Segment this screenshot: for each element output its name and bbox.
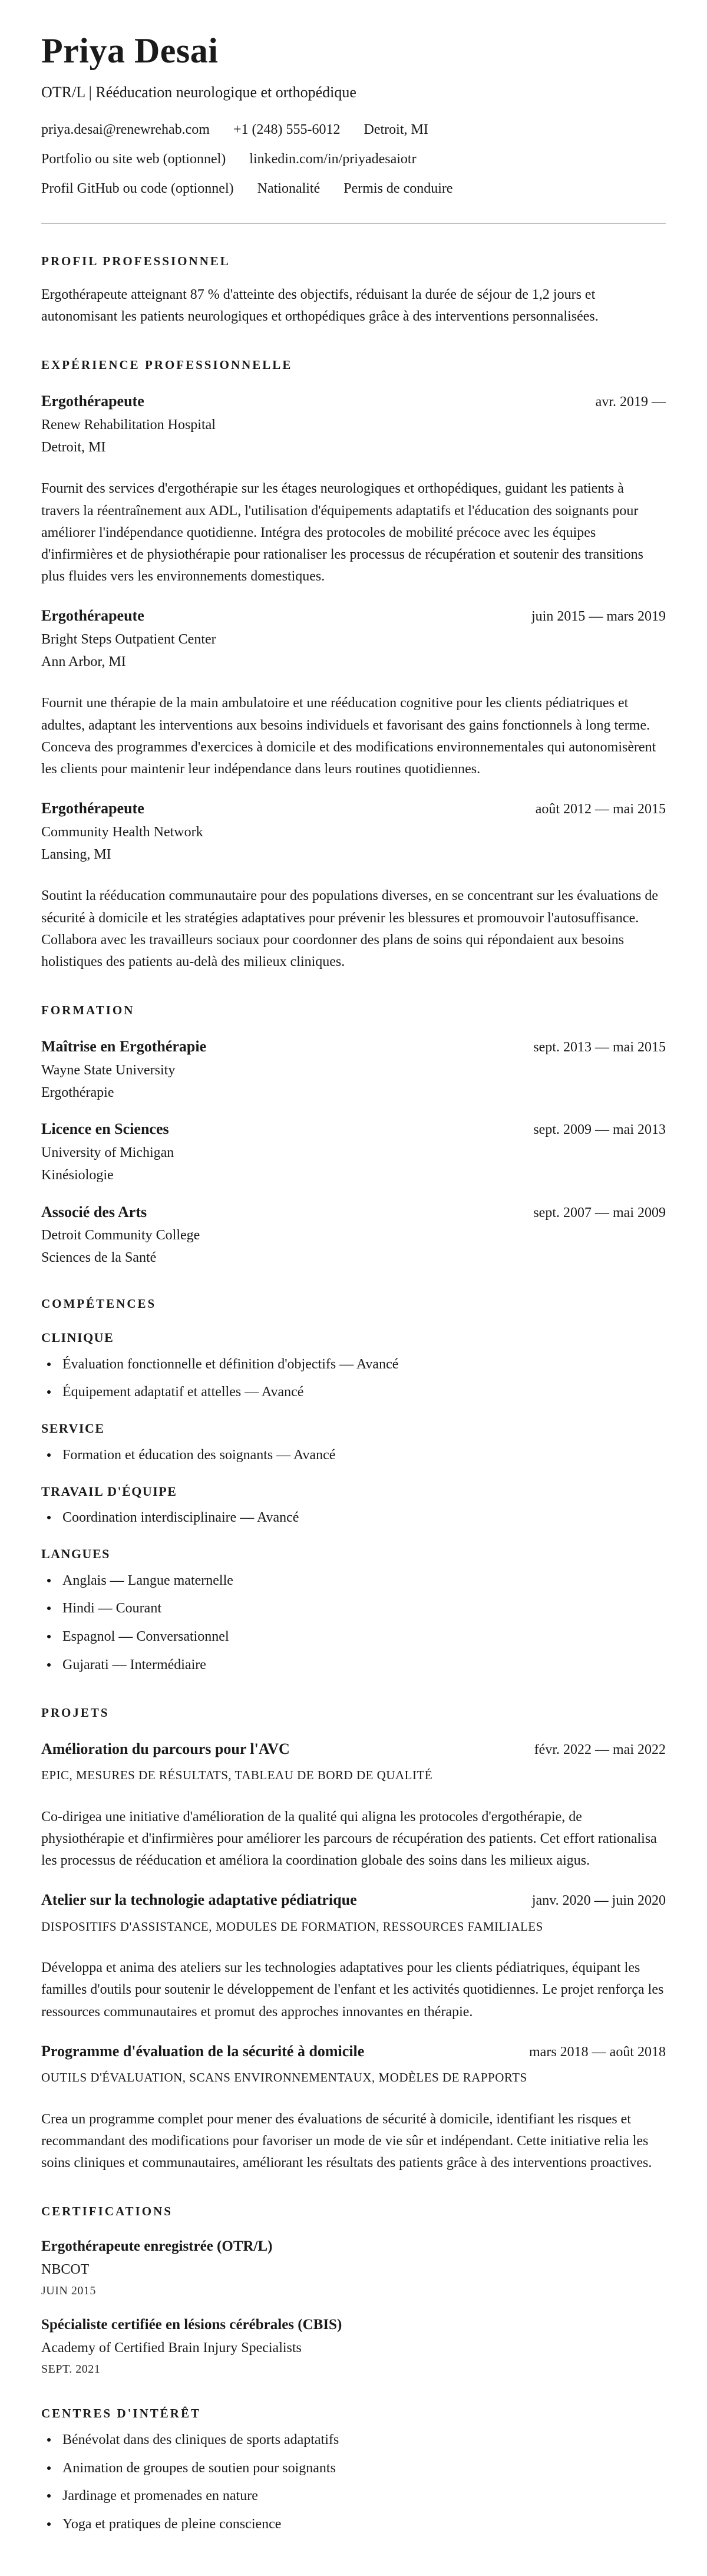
project-tech: EPIC, MESURES DE RÉSULTATS, TABLEAU DE BORD DE QUALITÉ bbox=[41, 1768, 433, 1783]
degree-title: Associé des Arts bbox=[41, 1203, 147, 1221]
job-entry bbox=[41, 392, 666, 588]
person-name: Priya Desai bbox=[41, 31, 219, 70]
bullet-icon bbox=[47, 1663, 51, 1667]
list-item bbox=[41, 1598, 666, 1619]
certification-date: JUIN 2015 bbox=[41, 2284, 96, 2298]
degree-school: Wayne State University bbox=[41, 1062, 176, 1078]
project-title-row bbox=[41, 2042, 666, 2062]
section-heading-skills: COMPÉTENCES bbox=[41, 1296, 157, 1311]
bullet-icon bbox=[47, 2522, 51, 2526]
contact-phone: +1 (248) 555-6012 bbox=[233, 121, 341, 137]
bullet-icon bbox=[47, 1390, 51, 1394]
bullet-icon bbox=[47, 2466, 51, 2470]
contact-location: Detroit, MI bbox=[364, 121, 428, 137]
section-heading-experience: EXPÉRIENCE PROFESSIONNELLE bbox=[41, 358, 293, 372]
project-title: Amélioration du parcours pour l'AVC bbox=[41, 1740, 290, 1757]
degree-school: University of Michigan bbox=[41, 1144, 174, 1160]
language-list bbox=[41, 1571, 666, 1675]
skill-group-name: CLINIQUE bbox=[41, 1330, 114, 1345]
language-item: Gujarati — Intermédiaire bbox=[62, 1657, 206, 1673]
project-dates: janv. 2020 — juin 2020 bbox=[531, 1893, 666, 1909]
project-title: Programme d'évaluation de la sécurité à domicile bbox=[41, 2042, 365, 2060]
job-dates: août 2012 — mai 2015 bbox=[535, 802, 666, 817]
degree-title-row bbox=[41, 1120, 666, 1139]
degree-title: Licence en Sciences bbox=[41, 1120, 169, 1138]
section-heading-certifications: CERTIFICATIONS bbox=[41, 2204, 173, 2219]
project-dates: févr. 2022 — mai 2022 bbox=[534, 1741, 666, 1757]
list-item bbox=[41, 1508, 666, 1528]
profile-summary: Ergothérapeute atteignant 87 % d'atteinte des objectifs, réduisant la durée de séjour de 1,2 jours et autonomisant les patients neurologiques et orthopédiques grâce à des interventions personnalisées. bbox=[41, 286, 599, 324]
list-item bbox=[41, 2458, 666, 2479]
person-title: OTR/L | Rééducation neurologique et orthopédique bbox=[41, 83, 356, 101]
contact-driving-license: Permis de conduire bbox=[343, 180, 453, 196]
certification-issuer: Academy of Certified Brain Injury Specialists bbox=[41, 2340, 302, 2356]
project-entry bbox=[41, 1891, 666, 2023]
section-skills bbox=[41, 1296, 666, 1675]
header-divider bbox=[41, 223, 666, 224]
certification-name: Spécialiste certifiée en lésions cérébrales (CBIS) bbox=[41, 2317, 342, 2333]
degree-dates: sept. 2009 — mai 2013 bbox=[533, 1122, 666, 1138]
certification-issuer: NBCOT bbox=[41, 2261, 90, 2277]
skill-item: Évaluation fonctionnelle et définition d'objectifs — Avancé bbox=[62, 1356, 399, 1372]
section-interests bbox=[41, 2406, 666, 2534]
section-heading-interests: CENTRES D'INTÉRÊT bbox=[41, 2406, 201, 2421]
interest-list bbox=[41, 2430, 666, 2535]
list-item bbox=[41, 2486, 666, 2506]
job-dates: juin 2015 — mars 2019 bbox=[531, 609, 666, 625]
job-title-row bbox=[41, 392, 666, 411]
section-experience bbox=[41, 357, 666, 973]
contact-email: priya.desai@renewrehab.com bbox=[41, 121, 210, 137]
contact-row-2 bbox=[41, 151, 666, 168]
contact-nationality: Nationalité bbox=[257, 180, 321, 196]
skill-group-name: LANGUES bbox=[41, 1546, 110, 1561]
bullet-icon bbox=[47, 1453, 51, 1457]
certification-entry bbox=[41, 2237, 666, 2298]
interest-item: Yoga et pratiques de pleine conscience bbox=[62, 2516, 282, 2532]
interest-item: Jardinage et promenades en nature bbox=[62, 2488, 258, 2504]
project-entry bbox=[41, 2042, 666, 2174]
degree-title-row bbox=[41, 1203, 666, 1222]
degree-entry bbox=[41, 1203, 666, 1266]
job-description: Fournit des services d'ergothérapie sur les étages neurologiques et orthopédiques, guidant les patients à travers la réentraînement aux ADL, l'utilisation d'équipements adaptatifs et l'éducation des soignants pour améliorer l'indépendance quotidienne. Intégra des protocoles de mobilité précoce avec les équipes d'infirmières et de physiothérapie pour rationaliser les processus de récupération et soutenir des transitions plus fluides vers les environnements domestiques. bbox=[41, 481, 644, 585]
job-location: Ann Arbor, MI bbox=[41, 654, 126, 669]
bullet-icon bbox=[47, 1635, 51, 1638]
degree-entry bbox=[41, 1037, 666, 1101]
skill-item: Formation et éducation des soignants — Avancé bbox=[62, 1447, 336, 1463]
project-description: Développa et anima des ateliers sur les technologies adaptatives pour les clients pédiatriques, équipant les familles d'outils pour soutenir le développement de l'enfant et les activités quotidiennes. Le projet renforça les ressources communautaires et promut des approches innovantes en thérapie. bbox=[41, 1960, 664, 2020]
section-education bbox=[41, 1002, 666, 1266]
skill-item: Coordination interdisciplinaire — Avancé bbox=[62, 1510, 299, 1526]
skill-group-service bbox=[41, 1420, 666, 1465]
contact-row-3 bbox=[41, 180, 666, 197]
project-title-row bbox=[41, 1891, 666, 1910]
contact-portfolio: Portfolio ou site web (optionnel) bbox=[41, 151, 226, 167]
degree-title: Maîtrise en Ergothérapie bbox=[41, 1038, 207, 1056]
section-certifications bbox=[41, 2204, 666, 2376]
list-item bbox=[41, 1571, 666, 1591]
bullet-icon bbox=[47, 1607, 51, 1610]
job-location: Lansing, MI bbox=[41, 846, 111, 862]
project-title-row bbox=[41, 1740, 666, 1759]
bullet-icon bbox=[47, 2494, 51, 2498]
job-title: Ergothérapeute bbox=[41, 800, 144, 817]
section-heading-education: FORMATION bbox=[41, 1003, 135, 1018]
section-heading-profile: PROFIL PROFESSIONNEL bbox=[41, 254, 230, 269]
bullet-icon bbox=[47, 2438, 51, 2442]
skill-list bbox=[41, 1445, 666, 1466]
job-company: Bright Steps Outpatient Center bbox=[41, 631, 216, 647]
job-title-row bbox=[41, 799, 666, 819]
section-heading-projects: PROJETS bbox=[41, 1705, 110, 1720]
job-entry bbox=[41, 799, 666, 973]
interest-item: Bénévolat dans des cliniques de sports adaptatifs bbox=[62, 2432, 339, 2448]
job-company: Community Health Network bbox=[41, 824, 203, 840]
certification-date: SEPT. 2021 bbox=[41, 2363, 101, 2376]
project-dates: mars 2018 — août 2018 bbox=[529, 2044, 666, 2060]
language-item: Anglais — Langue maternelle bbox=[62, 1572, 233, 1588]
degree-dates: sept. 2007 — mai 2009 bbox=[533, 1205, 666, 1221]
contact-github: Profil GitHub ou code (optionnel) bbox=[41, 180, 234, 196]
skill-group-name: SERVICE bbox=[41, 1421, 105, 1436]
bullet-icon bbox=[47, 1363, 51, 1366]
language-item: Espagnol — Conversationnel bbox=[62, 1629, 229, 1645]
list-item bbox=[41, 1627, 666, 1647]
degree-field: Kinésiologie bbox=[41, 1167, 114, 1183]
project-tech: OUTILS D'ÉVALUATION, SCANS ENVIRONNEMENTAUX, MODÈLES DE RAPPORTS bbox=[41, 2070, 527, 2085]
section-projects bbox=[41, 1705, 666, 2174]
skill-group-travail-d-equipe bbox=[41, 1483, 666, 1528]
degree-field: Ergothérapie bbox=[41, 1084, 114, 1100]
skill-list bbox=[41, 1508, 666, 1528]
degree-field: Sciences de la Santé bbox=[41, 1249, 157, 1265]
project-entry bbox=[41, 1740, 666, 1872]
language-item: Hindi — Courant bbox=[62, 1601, 161, 1617]
list-item bbox=[41, 1655, 666, 1675]
job-company: Renew Rehabilitation Hospital bbox=[41, 417, 216, 433]
project-description: Crea un programme complet pour mener des évaluations de sécurité à domicile, identifiant les risques et recommandant des modifications pour favoriser un mode de vie sûr et indépendant. Cette initiative relia les soins cliniques et communautaires, améliorant les résultats des patients grâce à des interventions proactives. bbox=[41, 2111, 652, 2171]
degree-entry bbox=[41, 1120, 666, 1183]
skill-group-langues bbox=[41, 1546, 666, 1675]
project-tech: DISPOSITIFS D'ASSISTANCE, MODULES DE FORMATION, RESSOURCES FAMILIALES bbox=[41, 1919, 543, 1934]
interest-item: Animation de groupes de soutien pour soignants bbox=[62, 2460, 336, 2476]
project-description: Co-dirigea une initiative d'amélioration de la qualité qui aligna les protocoles d'ergothérapie, de physiothérapie et d'infirmières pour améliorer les parcours de récupération des patients. Cet effort rationalisa les processus de rééducation et améliora la coordination globale des soins dans les milieux aigus. bbox=[41, 1809, 657, 1869]
job-entry bbox=[41, 606, 666, 780]
list-item bbox=[41, 1354, 666, 1375]
list-item bbox=[41, 1382, 666, 1403]
section-profile bbox=[41, 253, 666, 328]
certification-name: Ergothérapeute enregistrée (OTR/L) bbox=[41, 2238, 273, 2255]
bullet-icon bbox=[47, 1579, 51, 1582]
degree-dates: sept. 2013 — mai 2015 bbox=[533, 1040, 666, 1056]
degree-title-row bbox=[41, 1037, 666, 1057]
job-dates: avr. 2019 — bbox=[595, 394, 666, 410]
degree-school: Detroit Community College bbox=[41, 1228, 200, 1244]
list-item bbox=[41, 1445, 666, 1466]
contact-linkedin: linkedin.com/in/priyadesaiotr bbox=[249, 151, 417, 167]
skill-list bbox=[41, 1354, 666, 1403]
contact-row-1 bbox=[41, 121, 666, 138]
skill-item: Équipement adaptatif et attelles — Avancé bbox=[62, 1384, 304, 1400]
skill-group-clinique bbox=[41, 1330, 666, 1403]
project-title: Atelier sur la technologie adaptative pédiatrique bbox=[41, 1891, 357, 1909]
job-description: Fournit une thérapie de la main ambulatoire et une rééducation cognitive pour les clients pédiatriques et adultes, adaptant les interventions aux besoins individuels et favorisant des gains fonctionnels à long terme. Conceva des programmes d'exercices à domicile et des modifications environnementales qui autonomisèrent les clients pour maintenir leur indépendance dans leurs routines quotidiennes. bbox=[41, 695, 656, 777]
job-description: Soutint la rééducation communautaire pour des populations diverses, en se concentrant sur les évaluations de sécurité à domicile et les stratégies adaptatives pour prévenir les blessures et promouvoir l'autosuffisance. Collabora avec les travailleurs sociaux pour coordonner des plans de soins qui répondaient aux besoins holistiques des patients au-delà des milieux cliniques. bbox=[41, 888, 659, 969]
bullet-icon bbox=[47, 1516, 51, 1519]
certification-entry bbox=[41, 2316, 666, 2376]
list-item bbox=[41, 2430, 666, 2450]
job-title: Ergothérapeute bbox=[41, 607, 144, 625]
skill-group-name: TRAVAIL D'ÉQUIPE bbox=[41, 1483, 177, 1499]
job-location: Detroit, MI bbox=[41, 439, 106, 455]
list-item bbox=[41, 2514, 666, 2535]
job-title-row bbox=[41, 606, 666, 626]
job-title: Ergothérapeute bbox=[41, 392, 144, 410]
